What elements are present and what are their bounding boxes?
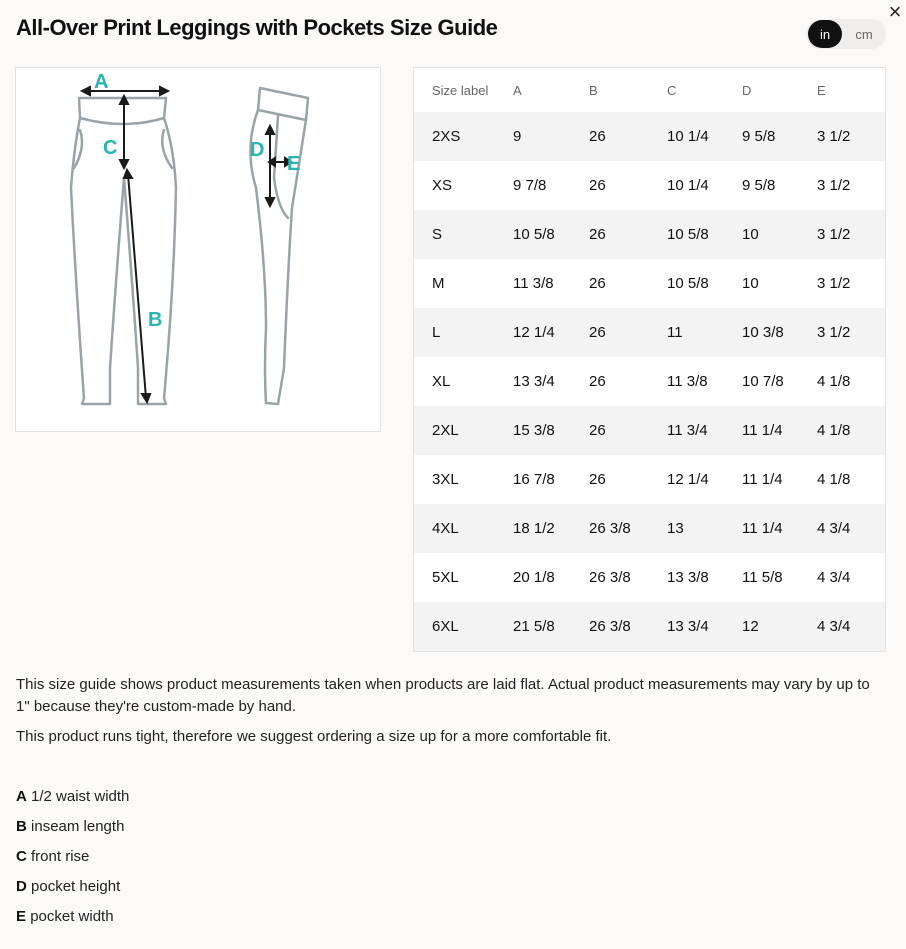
side-waistband [258, 88, 308, 120]
legend-key: C [16, 848, 27, 865]
table-cell: 4 3/4 [817, 569, 851, 586]
table-cell: 13 [667, 520, 684, 537]
table-row [414, 455, 885, 504]
table-cell: 11 [667, 324, 683, 341]
close-icon[interactable]: × [888, 0, 902, 24]
table-row [414, 504, 885, 553]
table-cell: 13 3/4 [667, 618, 709, 635]
column-header: Size label [432, 82, 489, 98]
table-cell: L [432, 324, 441, 341]
legend-label: front rise [31, 848, 90, 865]
diagram-label-b: B [148, 309, 163, 331]
table-cell: S [432, 226, 443, 243]
table-cell: 26 [589, 226, 606, 243]
measurement-note: This size guide shows product measurements taken when products are laid flat. Actual product measurements may vary by up to 1" because they're custom-made by hand. [16, 676, 870, 715]
page-title: All-Over Print Leggings with Pockets Size Guide [16, 15, 498, 40]
table-cell: 26 3/8 [589, 520, 631, 537]
unit-inches-button[interactable]: in [808, 20, 842, 48]
table-cell: 10 [742, 275, 759, 292]
table-cell: 12 [742, 618, 759, 635]
table-cell: 13 3/4 [513, 373, 555, 390]
legend-item [16, 787, 129, 817]
table-cell: 3XL [432, 471, 459, 488]
table-cell: 3 1/2 [817, 177, 851, 194]
column-header: D [742, 82, 752, 98]
table-row [414, 210, 885, 259]
table-cell: 2XS [432, 128, 461, 145]
table-cell: 3 1/2 [817, 128, 851, 145]
table-cell: 26 [589, 275, 606, 292]
table-cell: 6XL [432, 618, 459, 635]
table-cell: 16 7/8 [513, 471, 555, 488]
table-cell: 26 3/8 [589, 618, 631, 635]
table-row [414, 161, 885, 210]
legend-label: 1/2 waist width [31, 788, 130, 805]
table-cell: 18 1/2 [513, 520, 555, 537]
table-cell: 10 5/8 [667, 226, 709, 243]
legend-key: E [16, 908, 27, 925]
table-cell: 10 3/8 [742, 324, 784, 341]
legend-item [16, 907, 129, 937]
unit-toggle [806, 19, 886, 49]
table-row [414, 112, 885, 161]
table-row [414, 357, 885, 406]
leggings-illustration [16, 68, 382, 433]
table-cell: 26 [589, 324, 606, 341]
table-cell: 26 [589, 422, 606, 439]
table-cell: 9 5/8 [742, 128, 776, 145]
table-cell: 26 [589, 471, 606, 488]
table-cell: 12 1/4 [513, 324, 555, 341]
table-cell: XS [432, 177, 453, 194]
legend-item [16, 877, 129, 907]
table-cell: 5XL [432, 569, 459, 586]
table-cell: 26 [589, 128, 606, 145]
table-cell: 10 [742, 226, 759, 243]
table-row [414, 602, 885, 651]
table-cell: 10 5/8 [513, 226, 555, 243]
table-cell: 10 1/4 [667, 128, 709, 145]
table-cell: 3 1/2 [817, 275, 851, 292]
legend-key: B [16, 818, 27, 835]
table-cell: 4 3/4 [817, 520, 851, 537]
legend-item [16, 847, 129, 877]
diagram-label-c: C [103, 137, 118, 159]
table-row [414, 553, 885, 602]
table-cell: 26 [589, 177, 606, 194]
table-cell: 12 1/4 [667, 471, 709, 488]
table-cell: 11 1/4 [742, 422, 783, 439]
column-header: C [667, 82, 677, 98]
column-header: E [817, 82, 826, 98]
table-cell: 15 3/8 [513, 422, 555, 439]
table-cell: 26 3/8 [589, 569, 631, 586]
table-row [414, 308, 885, 357]
table-cell: 4 1/8 [817, 422, 851, 439]
table-cell: 9 7/8 [513, 177, 547, 194]
table-cell: 3 1/2 [817, 226, 851, 243]
size-table [413, 67, 886, 652]
table-cell: 20 1/8 [513, 569, 555, 586]
legend-item [16, 817, 129, 847]
fit-note: This product runs tight, therefore we suggest ordering a size up for a more comfortable fit. [16, 728, 612, 745]
table-cell: 26 [589, 373, 606, 390]
column-header: A [513, 82, 522, 98]
table-header-row [414, 68, 885, 112]
legend-label: inseam length [31, 818, 125, 835]
table-cell: 11 5/8 [742, 569, 783, 586]
table-cell: 4 3/4 [817, 618, 851, 635]
table-cell: XL [432, 373, 451, 390]
legend-label: pocket height [31, 878, 121, 895]
table-cell: 4 1/8 [817, 471, 851, 488]
table-row [414, 406, 885, 455]
table-cell: 4XL [432, 520, 459, 537]
table-cell: 13 3/8 [667, 569, 709, 586]
table-cell: 9 [513, 128, 522, 145]
table-cell: 10 5/8 [667, 275, 709, 292]
column-header: B [589, 82, 598, 98]
leggings-measurement-diagram [15, 67, 381, 432]
unit-centimeters-button[interactable]: cm [855, 26, 873, 42]
table-cell: 11 3/8 [667, 373, 708, 390]
diagram-label-d: D [250, 139, 265, 161]
table-cell: 11 1/4 [742, 520, 783, 537]
diagram-label-a: A [94, 71, 109, 93]
table-cell: 11 3/8 [513, 275, 554, 292]
table-cell: 10 1/4 [667, 177, 709, 194]
measurement-legend [16, 787, 129, 937]
diagram-label-e: E [287, 153, 301, 175]
legend-label: pocket width [30, 908, 114, 925]
legend-key: A [16, 788, 27, 805]
table-cell: M [432, 275, 445, 292]
table-row [414, 259, 885, 308]
table-cell: 21 5/8 [513, 618, 555, 635]
table-cell: 11 1/4 [742, 471, 783, 488]
table-cell: 11 3/4 [667, 422, 708, 439]
table-cell: 9 5/8 [742, 177, 776, 194]
legend-key: D [16, 878, 27, 895]
table-cell: 2XL [432, 422, 459, 439]
table-cell: 3 1/2 [817, 324, 851, 341]
table-cell: 10 7/8 [742, 373, 784, 390]
table-cell: 4 1/8 [817, 373, 851, 390]
